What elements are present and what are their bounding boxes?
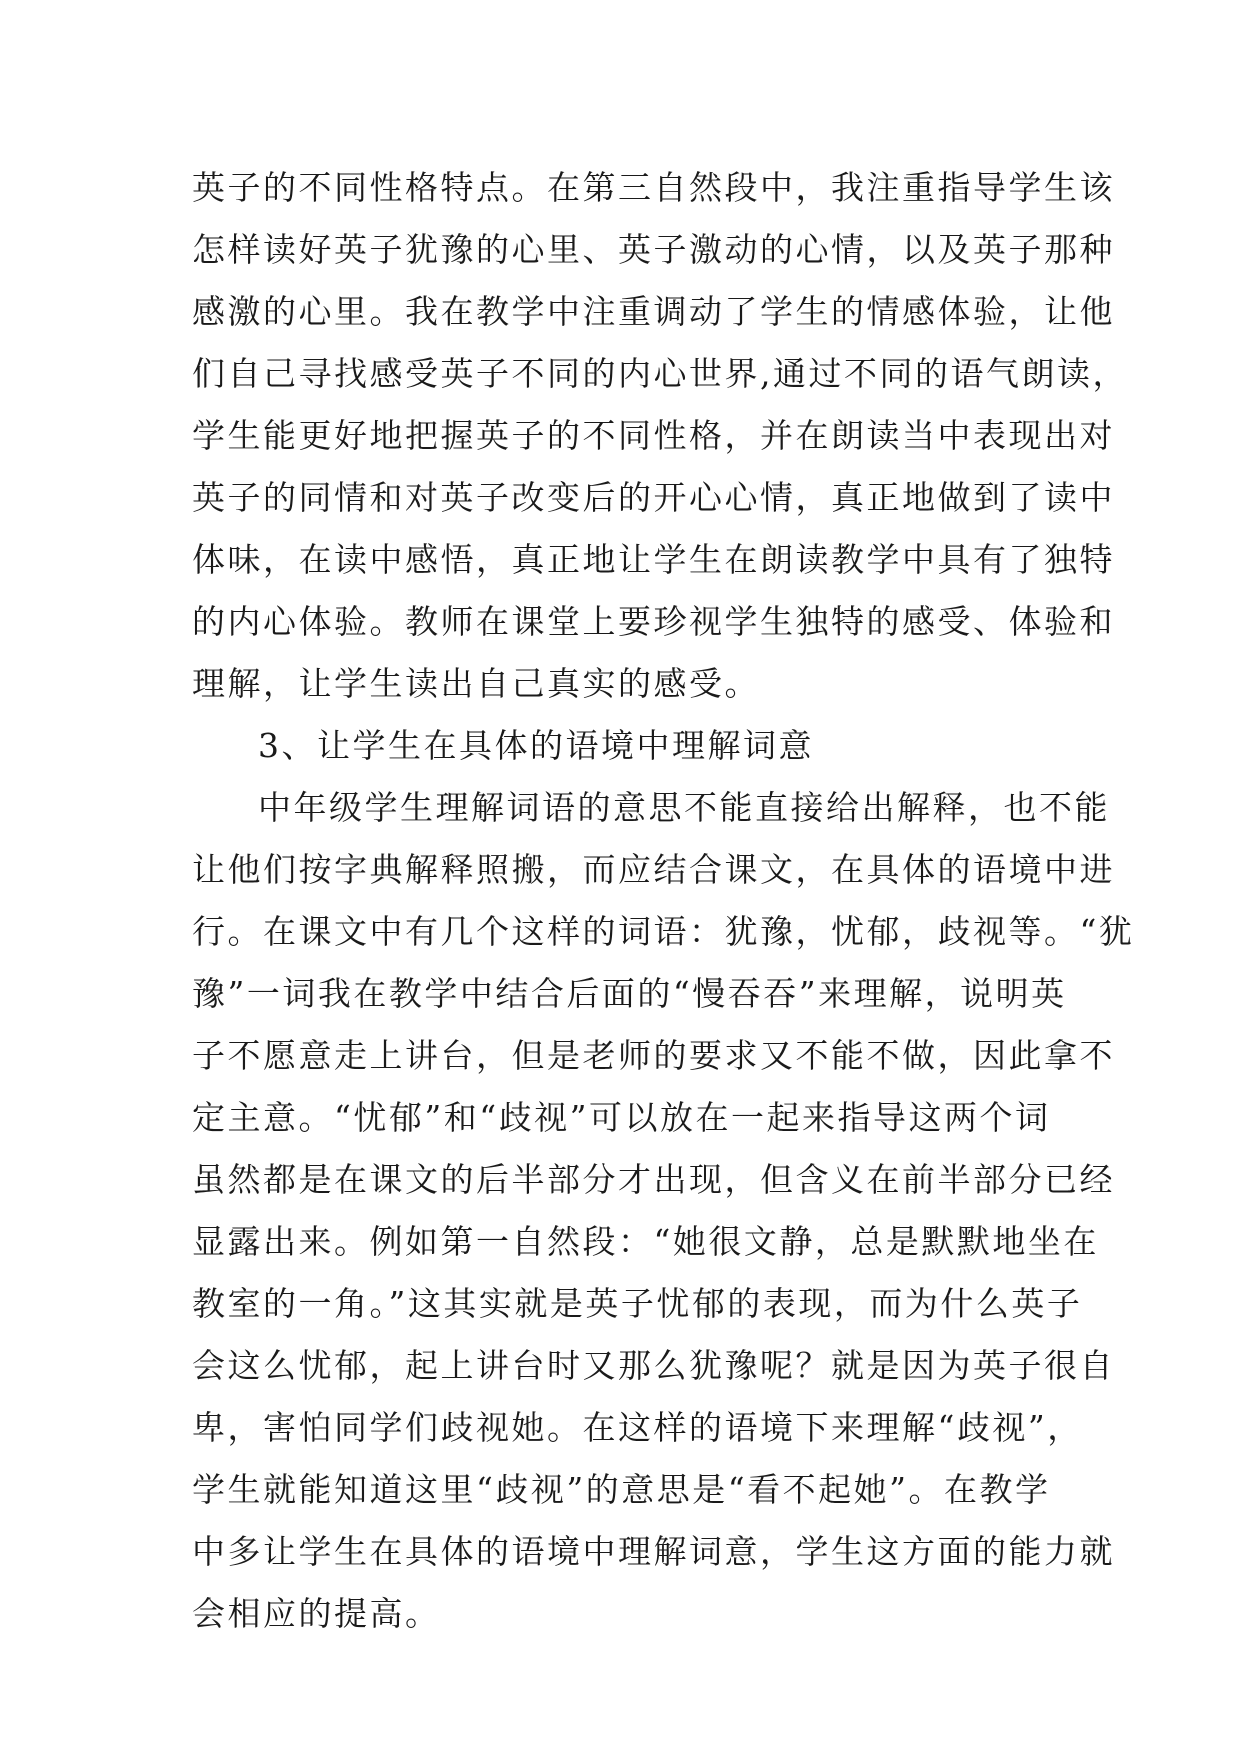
body-text bbox=[192, 157, 1135, 1645]
text-line: 理解，让学生读出自己真实的感受。 bbox=[192, 664, 760, 703]
text-line: 中多让学生在具体的语境中理解词意，学生这方面的能力就 bbox=[192, 1532, 1115, 1571]
text-line: 显露出来。例如第一自然段：“她很文静，总是默默地坐在 bbox=[192, 1222, 1099, 1261]
text-line: 中年级学生理解词语的意思不能直接给出解释，也不能 bbox=[258, 788, 1110, 827]
text-line: 学生就能知道这里“歧视”的意思是“看不起她”。在教学 bbox=[192, 1470, 1051, 1509]
text-line: 英子的不同性格特点。在第三自然段中，我注重指导学生该 bbox=[192, 168, 1115, 207]
text-line: 的内心体验。教师在课堂上要珍视学生独特的感受、体验和 bbox=[192, 602, 1115, 641]
text-line: 卑，害怕同学们歧视她。在这样的语境下来理解“歧视”， bbox=[192, 1408, 1083, 1447]
text-line: 体味，在读中感悟，真正地让学生在朗读教学中具有了独特 bbox=[192, 540, 1115, 579]
text-line: 教室的一角。”这其实就是英子忧郁的表现，而为什么英子 bbox=[192, 1284, 1083, 1323]
text-line: 豫”一词我在教学中结合后面的“慢吞吞”来理解，说明英 bbox=[192, 974, 1067, 1013]
text-line: 英子的同情和对英子改变后的开心心情，真正地做到了读中 bbox=[192, 478, 1115, 517]
text-line: 行。在课文中有几个这样的词语：犹豫，忧郁，歧视等。“犹 bbox=[192, 912, 1135, 951]
text-line: 虽然都是在课文的后半部分才出现，但含义在前半部分已经 bbox=[192, 1160, 1115, 1199]
text-line: 会相应的提高。 bbox=[192, 1594, 441, 1633]
text-line: 会这么忧郁，起上讲台时又那么犹豫呢？就是因为英子很自 bbox=[192, 1346, 1115, 1385]
text-line: 定主意。“忧郁”和“歧视”可以放在一起来指导这两个词 bbox=[192, 1098, 1051, 1137]
text-line: 子不愿意走上讲台，但是老师的要求又不能不做，因此拿不 bbox=[192, 1036, 1115, 1075]
text-line: 感激的心里。我在教学中注重调动了学生的情感体验，让他 bbox=[192, 292, 1115, 331]
text-line: 3、让学生在具体的语境中理解词意 bbox=[258, 726, 814, 765]
text-line: 怎样读好英子犹豫的心里、英子激动的心情，以及英子那种 bbox=[192, 230, 1115, 269]
text-line: 让他们按字典解释照搬，而应结合课文，在具体的语境中进 bbox=[192, 850, 1115, 889]
text-line: 学生能更好地把握英子的不同性格，并在朗读当中表现出对 bbox=[192, 416, 1115, 455]
text-line: 们自己寻找感受英子不同的内心世界,通过不同的语气朗读， bbox=[192, 354, 1128, 393]
